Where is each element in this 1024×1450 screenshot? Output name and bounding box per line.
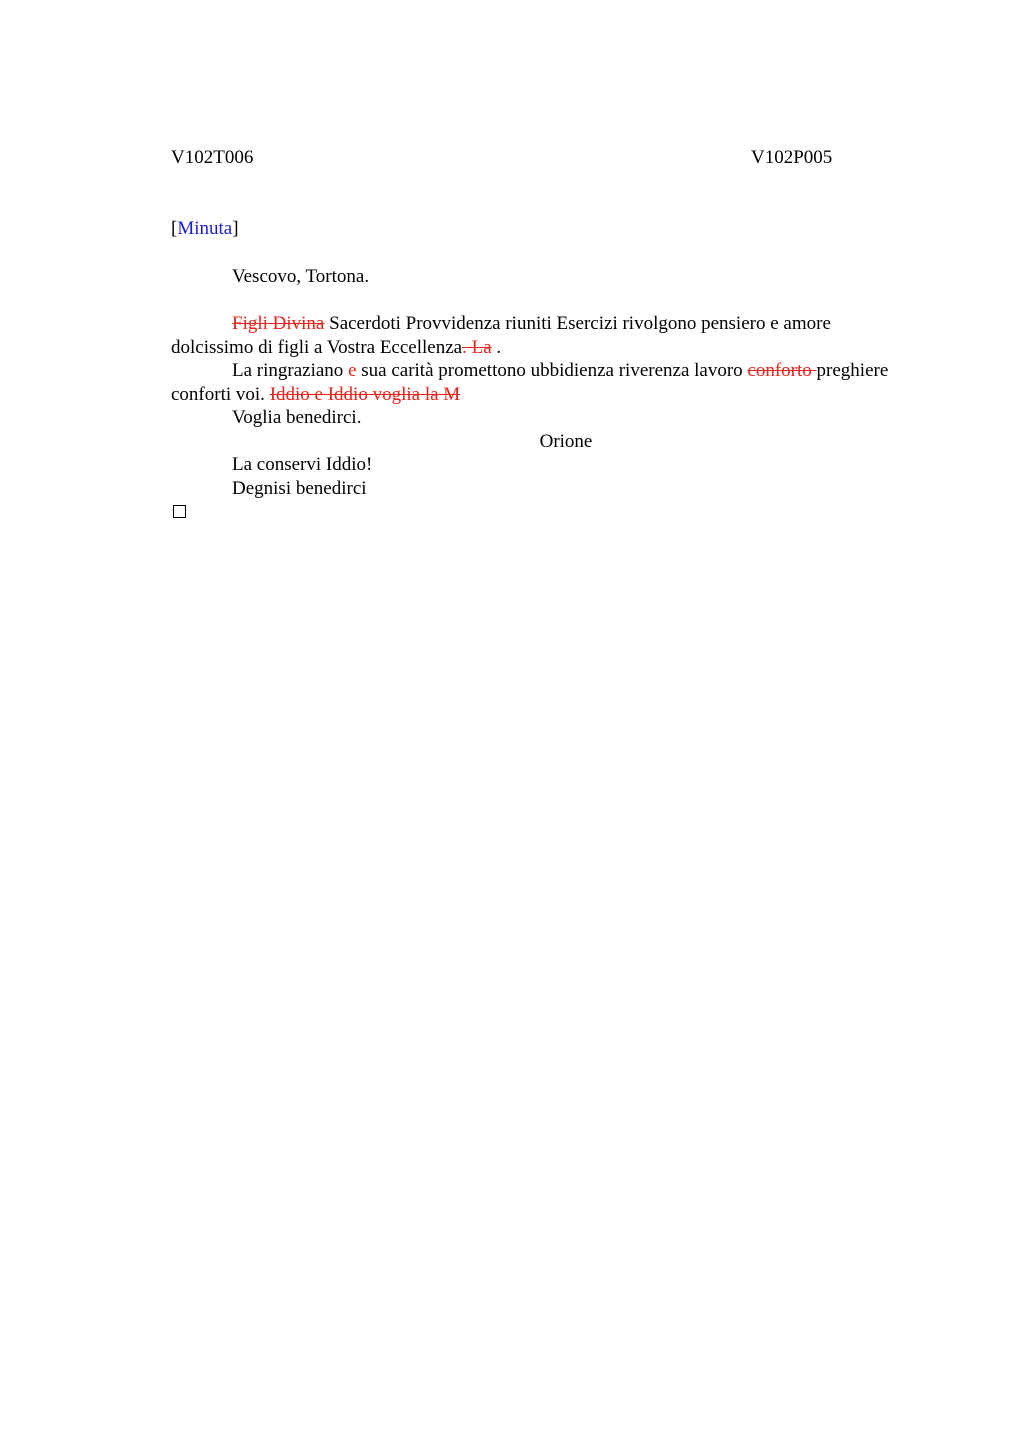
paragraph-text: preghiere conforti voi. xyxy=(171,360,889,405)
label-open-bracket: [ xyxy=(171,218,178,239)
paragraph-greeting xyxy=(171,312,891,359)
label-close-bracket: ] xyxy=(232,218,239,239)
blessing-line: Voglia benedirci. xyxy=(232,407,362,428)
document-code-right: V102P005 xyxy=(751,147,833,168)
deleted-text: conforto xyxy=(747,360,817,381)
paragraph-text: Sacerdoti Provvidenza riuniti Esercizi rivolgono pensiero e amore dolcissimo di figli a Vostra Eccellenza xyxy=(171,313,831,358)
deleted-text: Figli Divina xyxy=(232,313,325,334)
closing-line-keep: La conservi Iddio! xyxy=(232,454,373,475)
paragraph-text: La ringraziano xyxy=(232,360,349,381)
closing-line-deign: Degnisi benedirci xyxy=(232,477,367,499)
paragraph-thanks xyxy=(171,359,891,406)
paragraph-text: . xyxy=(491,336,502,358)
paragraph-text: sua carità promettono ubbidienza riverenza lavoro xyxy=(356,360,748,381)
deleted-text: . La xyxy=(462,336,492,358)
document-code-left: V102T006 xyxy=(171,147,254,168)
label-minuta: Minuta xyxy=(177,218,233,239)
letter-body xyxy=(171,265,891,518)
inserted-text: e xyxy=(348,360,357,381)
document-type-label xyxy=(171,217,239,241)
deleted-text: Iddio e Iddio voglia la M xyxy=(269,383,461,405)
empty-square-icon xyxy=(173,505,186,518)
signature: Orione xyxy=(539,430,593,452)
address-line: Vescovo, Tortona. xyxy=(232,266,370,287)
